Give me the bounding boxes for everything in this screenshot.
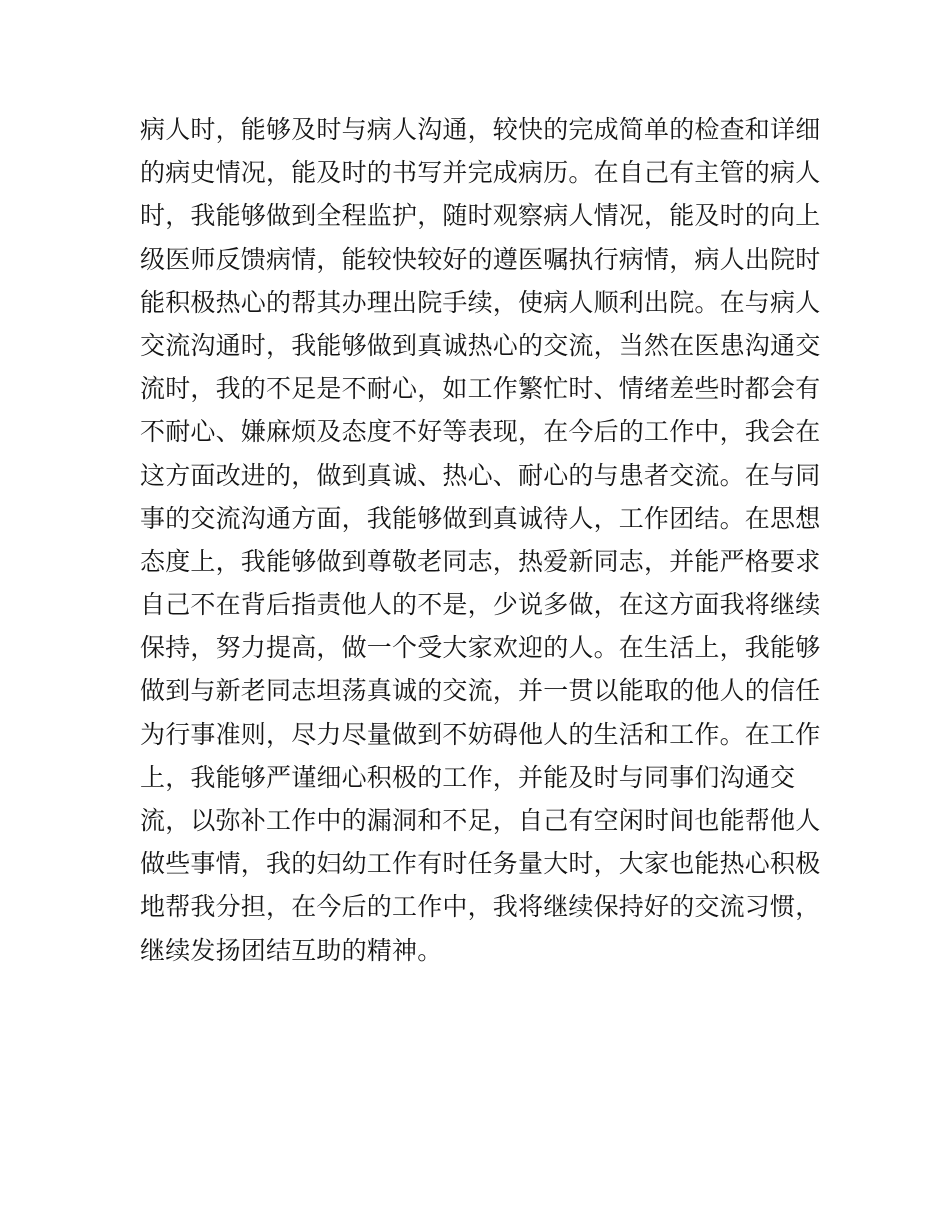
text-line: 不耐心、嫌麻烦及态度不好等表现，在今后的工作中，我会在 — [140, 417, 821, 447]
text-line: 为行事准则，尽力尽量做到不妨碍他人的生活和工作。在工作 — [140, 719, 821, 749]
text-line: 病人时，能够及时与病人沟通，较快的完成简单的检查和详细 — [140, 115, 821, 144]
text-line: 做到与新老同志坦荡真诚的交流，并一贯以能取的他人的信任 — [140, 676, 821, 706]
text-line: 自己不在背后指责他人的不是，少说多做，在这方面我将继续 — [140, 590, 821, 620]
text-line: 流时，我的不足是不耐心，如工作繁忙时、情绪差些时都会有 — [140, 374, 821, 404]
text-line: 的病史情况，能及时的书写并完成病历。在自己有主管的病人 — [140, 158, 821, 188]
text-line: 事的交流沟通方面，我能够做到真诚待人，工作团结。在思想 — [140, 503, 821, 533]
text-line: 时，我能够做到全程监护，随时观察病人情况，能及时的向上 — [140, 201, 821, 231]
text-line: 保持，努力提高，做一个受大家欢迎的人。在生活上，我能够 — [140, 633, 821, 663]
text-line: 上，我能够严谨细心积极的工作，并能及时与同事们沟通交 — [140, 762, 796, 792]
text-line: 这方面改进的，做到真诚、热心、耐心的与患者交流。在与同 — [140, 460, 821, 490]
text-line: 做些事情，我的妇幼工作有时任务量大时，大家也能热心积极 — [140, 849, 821, 879]
text-line: 地帮我分担，在今后的工作中，我将继续保持好的交流习惯， — [140, 892, 821, 922]
text-line: 继续发扬团结互助的精神。 — [140, 935, 443, 965]
text-line: 级医师反馈病情，能较快较好的遵医嘱执行病情，病人出院时 — [140, 244, 821, 274]
body-paragraph — [140, 108, 820, 972]
text-line: 流，以弥补工作中的漏洞和不足，自己有空闲时间也能帮他人 — [140, 806, 821, 835]
text-line: 能积极热心的帮其办理出院手续，使病人顺利出院。在与病人 — [140, 287, 821, 317]
text-line: 交流沟通时，我能够做到真诚热心的交流，当然在医患沟通交 — [140, 330, 821, 360]
text-line: 态度上，我能够做到尊敬老同志，热爱新同志，并能严格要求 — [140, 546, 821, 576]
